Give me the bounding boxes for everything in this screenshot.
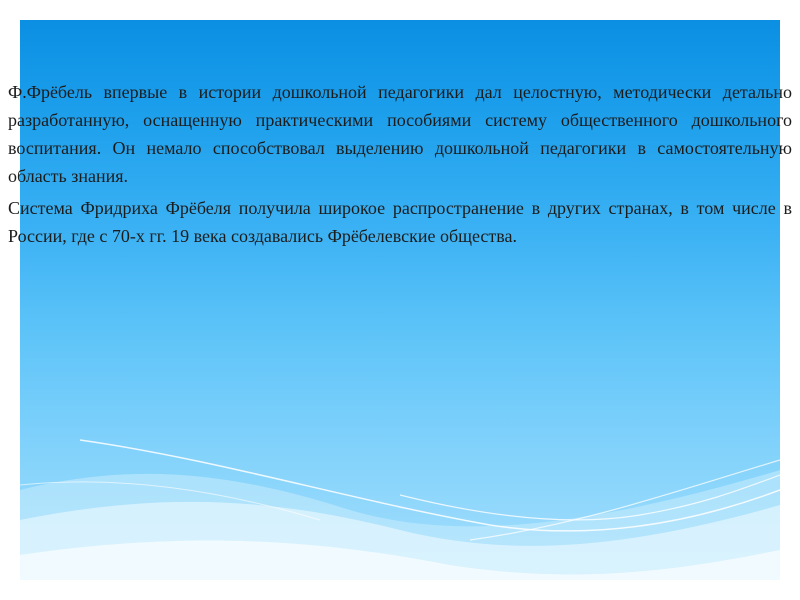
slide-text-body	[8, 78, 792, 254]
paragraph-frobel-spread: Система Фридриха Фрёбеля получила широкое распространение в других странах, в том числе в России, где с 70-х гг. 19 века создавались Фрёбелевские общества.	[8, 198, 792, 246]
paragraph-frobel-system: Ф.Фрёбель впервые в истории дошкольной педагогики дал целостную, методически детально разработанную, оснащенную практическими пособиями систему общественного дошкольного воспитания. Он немало способствовал выделению дошкольной педагогики в самостоятельную область знания.	[8, 82, 792, 186]
